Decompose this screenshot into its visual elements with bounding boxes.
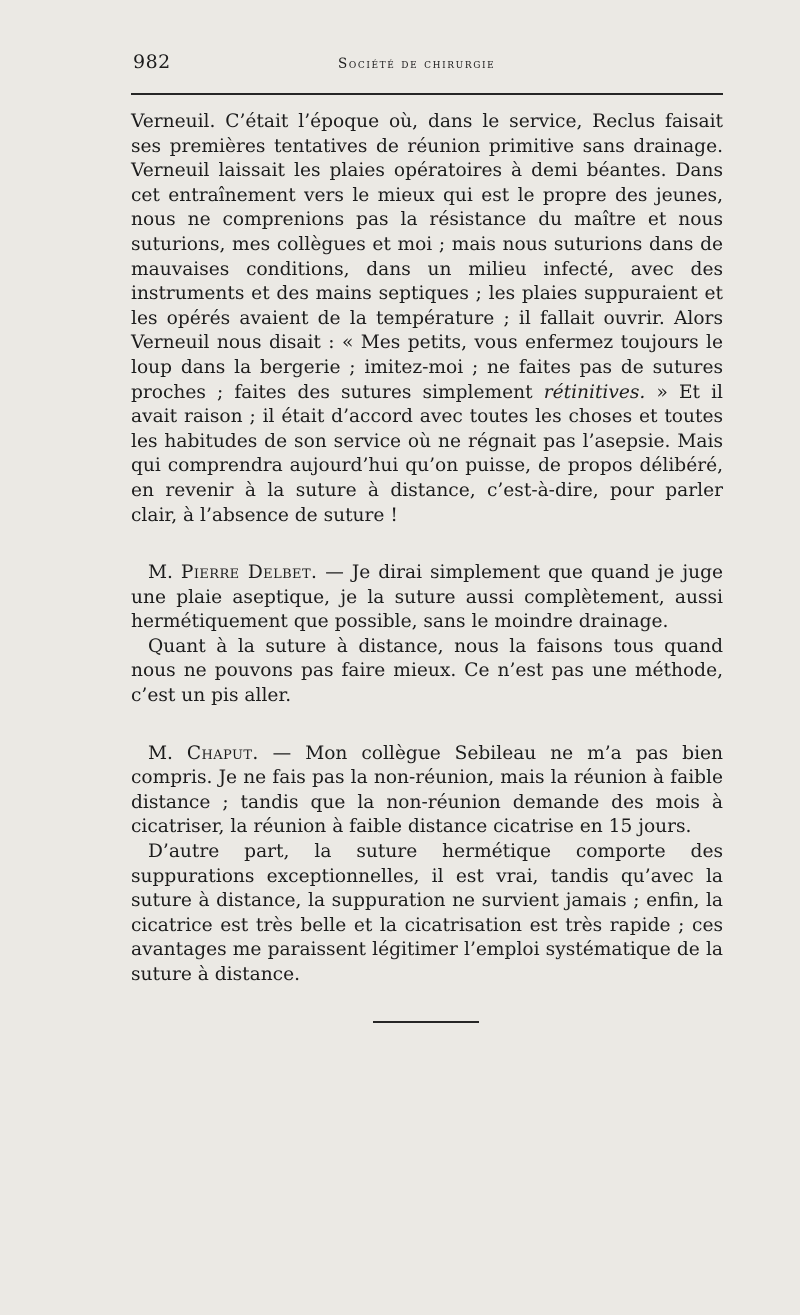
italic-term: rétinitives. — [543, 381, 646, 403]
paragraph-text: — Je dirai simplement que quand je juge une plaie aseptique, je la suture aussi complètement, aussi hermétiquement que possible, sans le moindre drainage. — [131, 562, 723, 633]
paragraph-text: Verneuil. C’était l’époque où, dans le service, Reclus faisait ses premières tentatives de réunion primitive sans drainage. Verneuil laissait les plaies opératoires à demi béantes. Dans cet entraînement vers le mieux qui est le propre des jeunes, nous ne comprenions pas la résistance du maître et nous suturions, mes collègues et moi ; mais nous suturions dans de mauvaises conditions, dans un milieu infecté, avec des instruments et des mains septiques ; les plaies suppuraient et les opérés avaient de la température ; il fallait ouvrir. Alors Verneuil nous disait : « Mes petits, vous enfermez toujours le loup dans la bergerie ; imitez-moi ; ne faites pas de sutures proches ; faites des sutures simplement — [131, 111, 723, 403]
speaker-name: Pierre Delbet. — [180, 562, 318, 584]
body-text — [131, 110, 723, 988]
speaker-name: Chaput. — [186, 742, 259, 764]
header-rule — [131, 93, 723, 95]
page-number: 982 — [133, 51, 171, 73]
paragraph-text: D’autre part, la suture hermétique comporte des suppurations exceptionnelles, il est vrai, tandis qu’avec la suture à distance, la suppuration ne survient jamais ; enfin, la cicatrice est très belle et la cicatrisation est très rapide ; ces avantages me paraissent légitimer l’emploi systématique de la suture à distance. — [131, 841, 723, 985]
speaker-prefix: M. — [148, 742, 173, 764]
paragraph-gap — [131, 528, 723, 561]
end-rule — [373, 1021, 479, 1023]
paragraph-verneuil — [131, 110, 723, 528]
paragraph-gap — [131, 709, 723, 742]
paragraph-chaput — [131, 742, 723, 840]
paragraph-text: — Mon collègue Sebileau ne m’a pas bien compris. Je ne fais pas la non-réunion, mais la réunion à faible distance ; tandis que la non-réunion demande des mois à cicatriser, la réunion à faible distance cicatrise en 15 jours. — [131, 742, 723, 838]
running-title: Société de chirurgie — [338, 56, 496, 72]
paragraph-conclusion — [131, 840, 723, 988]
paragraph-delbet — [131, 561, 723, 635]
paragraph-tail: » Et il avait raison ; il était d’accord avec toutes les choses et toutes les habitudes de son service où ne régnait pas l’asepsie. Mais qui comprendra aujourd’hui qu’on puisse, de propos délibéré, en revenir à la suture à distance, c’est-à-dire, pour parler clair, à l’absence de suture ! — [131, 381, 723, 526]
page-header — [133, 51, 721, 81]
paragraph-text: Quant à la suture à distance, nous la faisons tous quand nous ne pouvons pas faire mieux. Ce n’est pas une méthode, c’est un pis aller. — [131, 635, 723, 707]
paragraph-distance — [131, 635, 723, 709]
speaker-prefix: M. — [148, 562, 173, 584]
